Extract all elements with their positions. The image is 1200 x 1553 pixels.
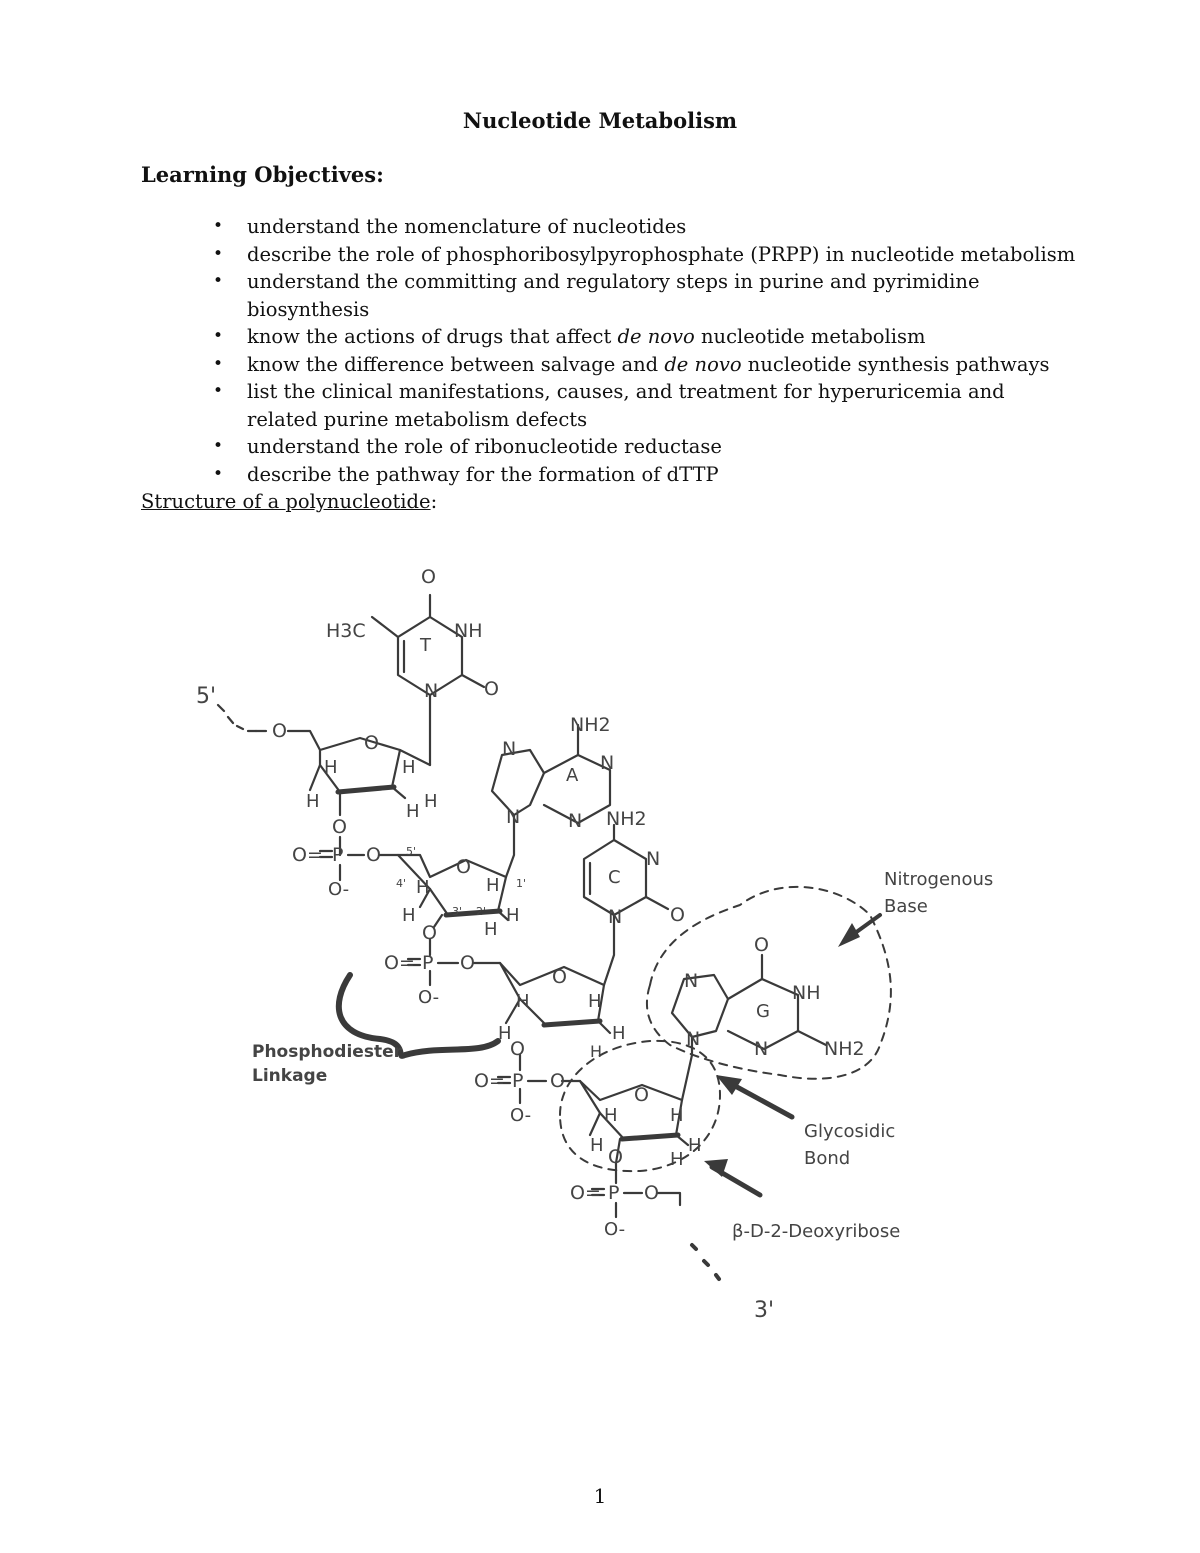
sugar-ring-3-front — [544, 1021, 600, 1025]
atom-h: H — [604, 1105, 618, 1126]
atom-h: H — [484, 919, 498, 940]
atom-n: N — [568, 810, 583, 832]
atom-o: O — [456, 856, 471, 878]
atom-h: H — [498, 1023, 512, 1044]
atom-n: N — [600, 752, 615, 774]
label-phosphodiester-line1: Phosphodiester — [252, 1042, 402, 1062]
objective-item — [141, 213, 1081, 241]
atom-n: N — [502, 738, 517, 760]
structure-heading-colon: : — [430, 490, 438, 513]
atom-n: N — [754, 1038, 769, 1060]
base-letter-g: G — [756, 1001, 770, 1022]
atom-o: O — [460, 952, 475, 974]
objective-item — [141, 378, 1081, 433]
objective-item — [141, 241, 1081, 269]
objective-item — [141, 268, 1081, 323]
diagram-bonds — [218, 595, 891, 1279]
atom-o: O — [552, 966, 567, 988]
amine-group: NH2 — [570, 714, 611, 736]
atom-o: O — [364, 732, 379, 754]
atom-h: H — [306, 791, 320, 812]
phosphate-p: P — [512, 1070, 524, 1092]
phosphate-p: P — [608, 1182, 620, 1204]
atom-h: H — [688, 1135, 702, 1156]
atom-n: N — [424, 680, 439, 702]
atom-h: H — [402, 757, 416, 778]
label-nitrogenous-line1: Nitrogenous — [884, 869, 994, 890]
methyl-group: H3C — [326, 620, 366, 642]
bullet-icon: • — [213, 436, 224, 456]
atom-o: O — [272, 720, 287, 742]
objective-item — [141, 351, 1081, 379]
atom-o: O — [634, 1084, 649, 1106]
phosphate-o-minus: O- — [510, 1105, 532, 1126]
phosphate-o-double: O= — [384, 952, 415, 974]
phosphate-o-minus: O- — [418, 987, 440, 1008]
emphasis-de-novo: de novo — [664, 352, 742, 376]
atom-o: O — [366, 844, 381, 866]
atom-o: O — [421, 566, 436, 588]
atom-o: O — [484, 678, 499, 700]
objective-text: understand the role of ribonucleotide reductase — [247, 435, 722, 458]
imine-group: NH — [792, 982, 821, 1004]
atom-h: H — [670, 1105, 684, 1126]
bullet-icon: • — [213, 216, 224, 236]
atom-h: H — [486, 875, 500, 896]
phosphate-p: P — [422, 952, 434, 974]
arrowhead-nitrogenous-base — [838, 923, 860, 947]
objective-text: know the difference between salvage and de novo nucleotide synthesis pathways — [247, 352, 1050, 376]
imine-group: NH — [454, 620, 483, 642]
label-glycosidic-line1: Glycosidic — [804, 1121, 896, 1142]
objectives-list — [141, 213, 1081, 488]
label-phosphodiester-line2: Linkage — [252, 1066, 328, 1086]
document-title: Nucleotide Metabolism — [462, 108, 738, 133]
atom-h: H — [612, 1023, 626, 1044]
atom-n: N — [608, 906, 623, 928]
phosphate-o-double: O= — [570, 1182, 601, 1204]
sugar-ring-4 — [580, 1081, 682, 1139]
objective-text: describe the role of phosphoribosylpyrophosphate (PRPP) in nucleotide metabolism — [247, 242, 1076, 266]
atom-h: H — [590, 1042, 603, 1061]
base-letter-c: C — [608, 867, 621, 888]
phosphate-o-double: O= — [474, 1070, 505, 1092]
label-5prime-end: 5' — [196, 684, 217, 709]
polynucleotide-diagram — [180, 555, 1040, 1335]
atom-o: O — [644, 1182, 659, 1204]
objective-item — [141, 461, 1081, 489]
bullet-icon: • — [213, 271, 224, 291]
label-glycosidic-line2: Bond — [804, 1148, 851, 1169]
atom-o: O — [422, 922, 437, 944]
dotted-tail-3prime — [692, 1245, 719, 1279]
phosphate-p: P — [332, 844, 344, 866]
atom-n: N — [646, 848, 661, 870]
structure-heading — [141, 490, 437, 513]
label-3prime-end: 3' — [754, 1298, 775, 1323]
phosphate-o-double: O= — [292, 844, 323, 866]
atom-o: O — [670, 904, 685, 926]
sugar-ring-1-front — [338, 787, 394, 792]
atom-o: O — [754, 934, 769, 956]
structure-heading-text: Structure of a polynucleotide — [141, 490, 431, 513]
carbon-4prime: 4' — [396, 877, 407, 890]
bullet-icon: • — [213, 353, 224, 374]
carbon-1prime: 1' — [516, 877, 527, 890]
atom-n: N — [684, 970, 699, 992]
objective-text: understand the nomenclature of nucleotides — [247, 215, 687, 238]
objective-text: describe the pathway for the formation of dTTP — [247, 462, 719, 486]
atom-o: O — [510, 1038, 525, 1060]
label-nitrogenous-line2: Base — [884, 896, 928, 917]
phosphate-o-minus: O- — [328, 879, 350, 900]
atom-h: H — [506, 905, 520, 926]
amine-group: NH2 — [606, 808, 647, 830]
label-deoxyribose: β-D-2-Deoxyribose — [732, 1221, 901, 1242]
objective-text: understand the committing and regulatory steps in purine and pyrimidine biosynthesis — [247, 270, 980, 321]
atom-o: O — [608, 1146, 623, 1168]
bullet-icon: • — [213, 243, 224, 264]
atom-h: H — [424, 791, 438, 812]
atom-h: H — [588, 991, 602, 1012]
atom-o: O — [550, 1070, 565, 1092]
objective-text: list the clinical manifestations, causes, and treatment for hyperuricemia and related purine metabolism defects — [247, 380, 1005, 431]
bullet-icon: • — [213, 463, 224, 484]
base-letter-t: T — [420, 635, 431, 656]
phosphate-3 — [498, 1055, 580, 1103]
phosphate-o-minus: O- — [604, 1219, 626, 1240]
bullet-icon: • — [213, 381, 224, 401]
atom-h: H — [590, 1135, 604, 1156]
objectives-heading: Learning Objectives: — [141, 162, 384, 187]
base-letter-a: A — [566, 765, 579, 786]
bullet-icon: • — [213, 326, 224, 346]
objective-text: know the actions of drugs that affect de novo nucleotide metabolism — [247, 325, 926, 348]
emphasis-de-novo: de novo — [617, 325, 695, 348]
objective-item — [141, 433, 1081, 461]
amine-group: NH2 — [824, 1038, 865, 1060]
atom-n: N — [506, 806, 521, 828]
carbon-5prime: 5' — [406, 845, 417, 858]
sugar-ring-1 — [288, 731, 400, 792]
atom-h: H — [670, 1149, 684, 1170]
carbon-2prime: 2' — [476, 905, 487, 918]
atom-h: H — [324, 757, 338, 778]
phosphate-4 — [592, 1163, 680, 1217]
atom-n: N — [686, 1028, 701, 1050]
dotted-tail-5prime — [218, 705, 256, 731]
carbon-3prime: 3' — [452, 905, 463, 918]
atom-h: H — [406, 801, 420, 822]
atom-o: O — [332, 816, 347, 838]
atom-h: H — [416, 877, 430, 898]
atom-h: H — [516, 991, 530, 1012]
page-number: 1 — [593, 1484, 607, 1508]
sugar-ring-4-front — [622, 1135, 678, 1139]
atom-h: H — [402, 905, 416, 926]
objective-item — [141, 323, 1081, 351]
